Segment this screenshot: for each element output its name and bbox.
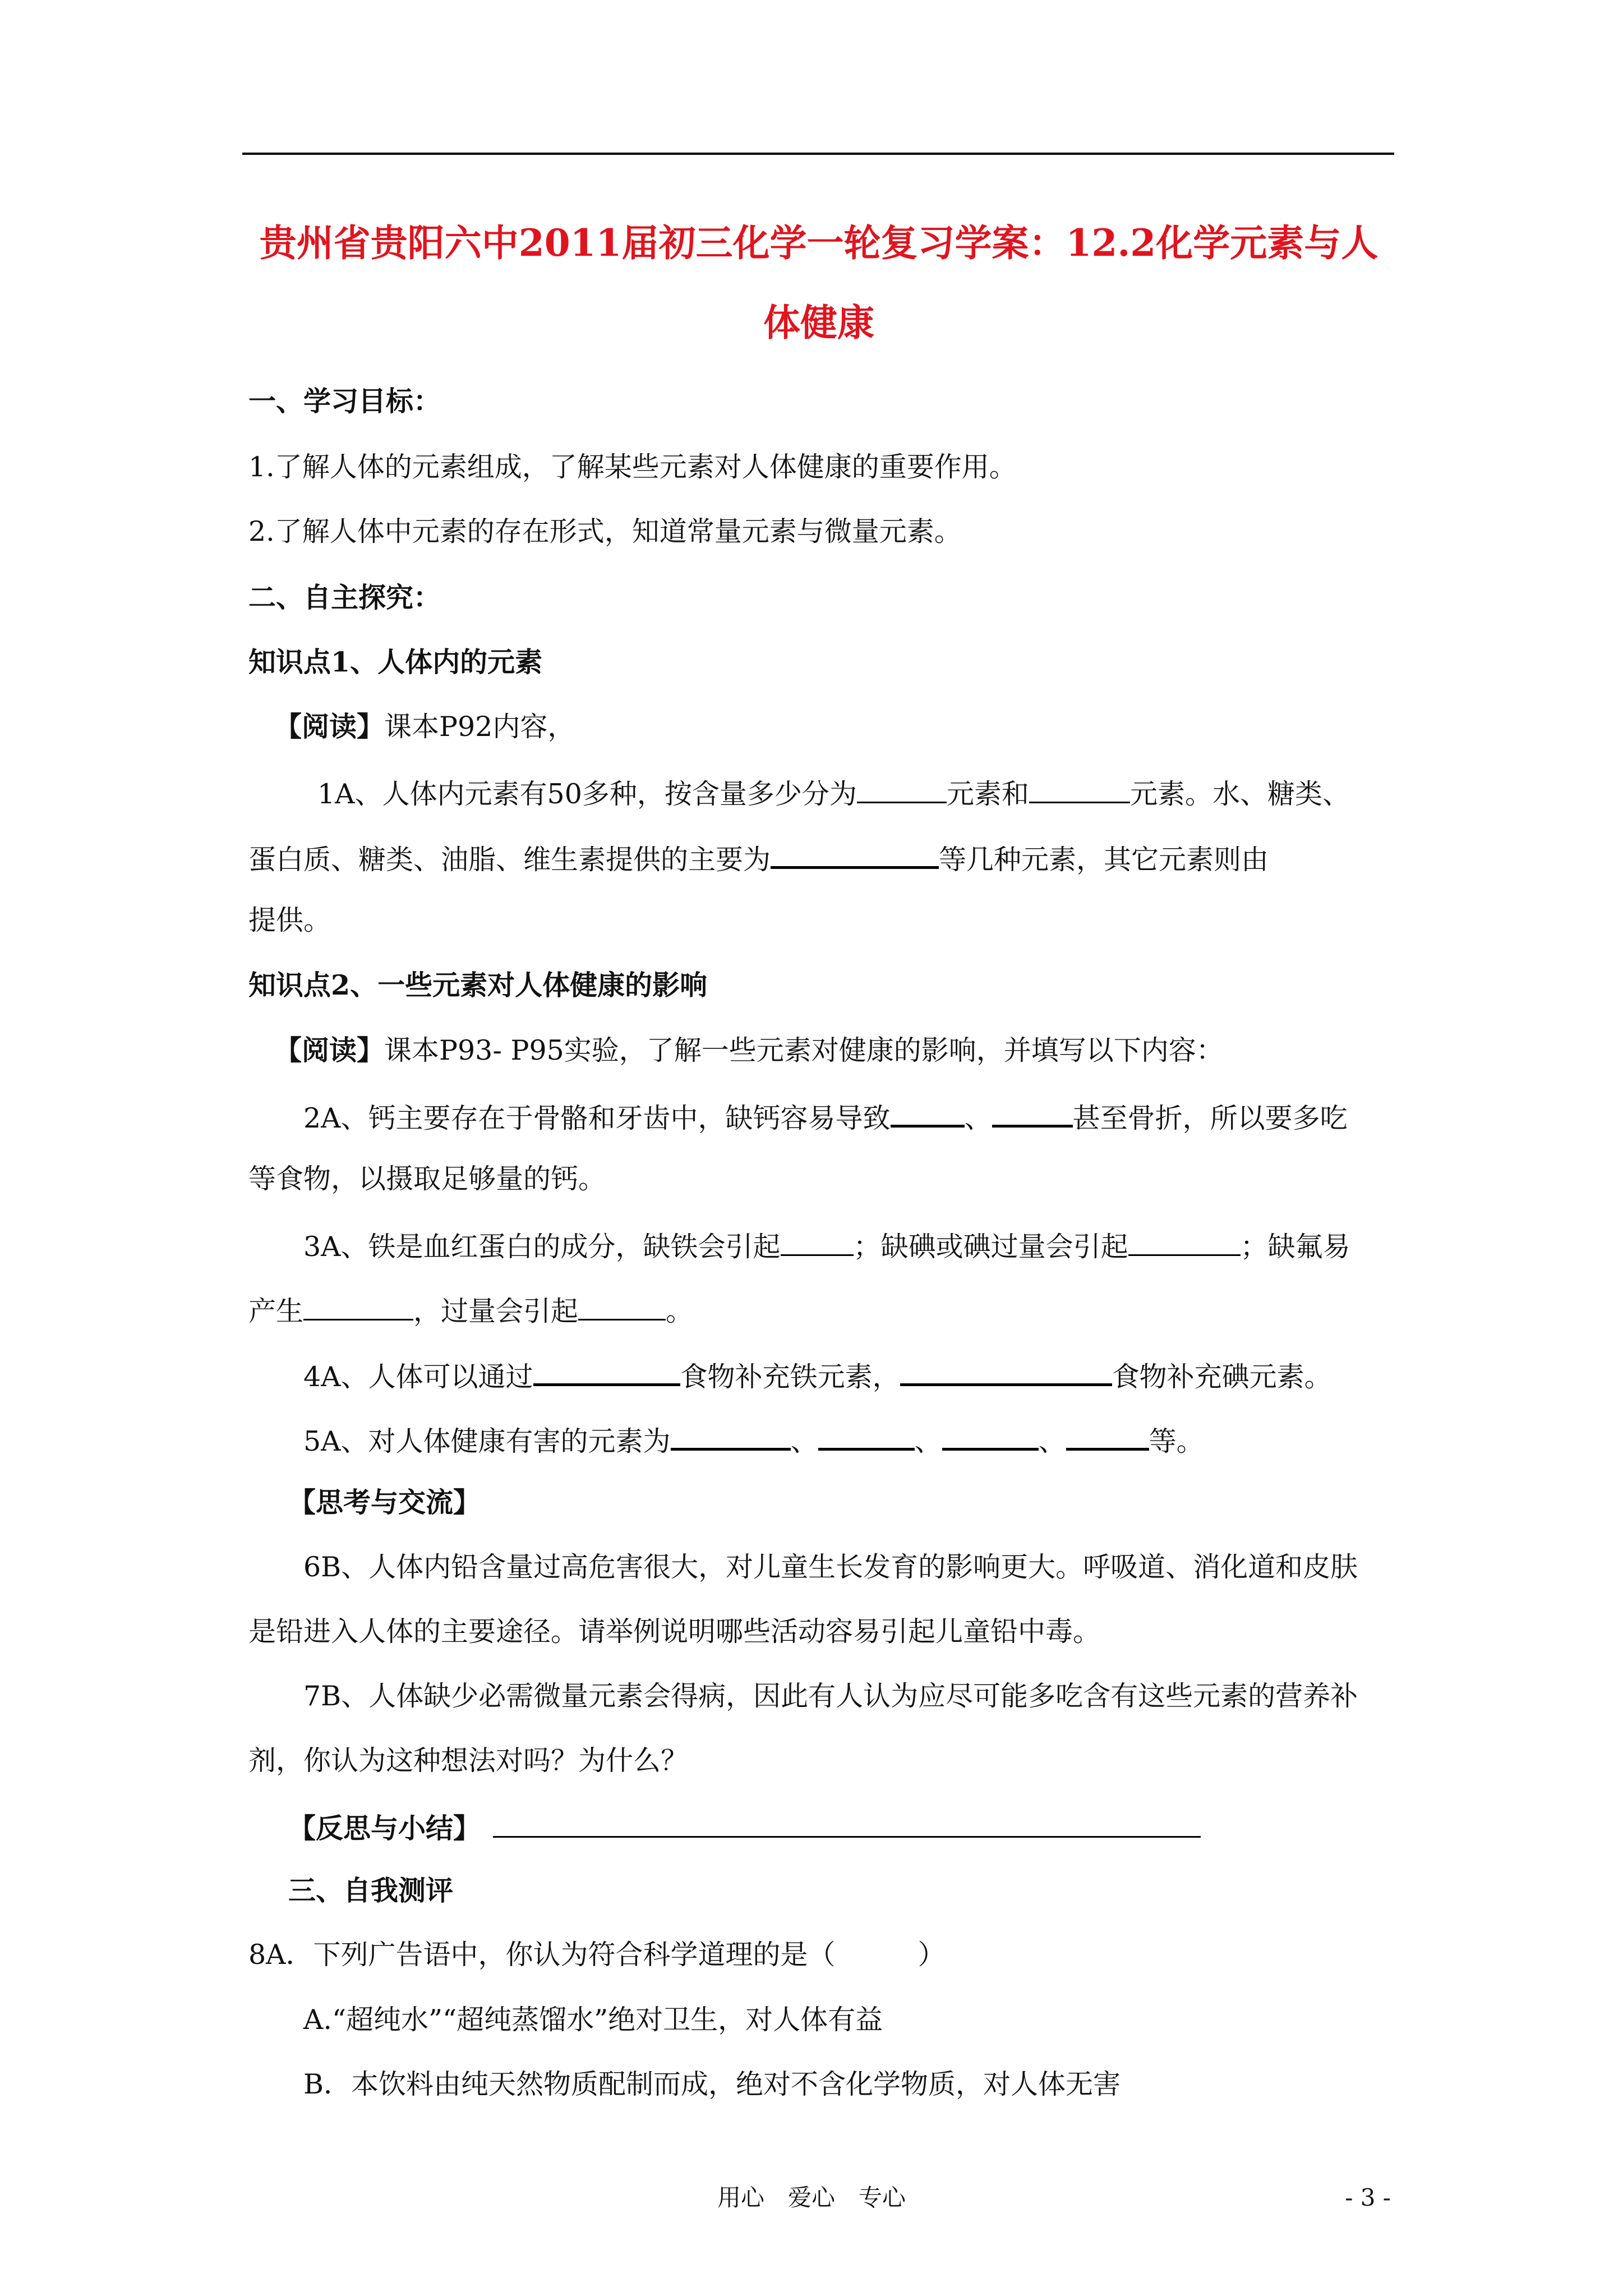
question-text: 食物补充铁元素， — [680, 1361, 900, 1393]
section-heading-explore: 二、自主探究： — [248, 581, 441, 614]
section-heading-goals: 一、学习目标： — [248, 385, 441, 417]
question-text: 、 — [964, 1102, 992, 1134]
reflection-line — [288, 1810, 1201, 1844]
section-heading-self-test: 三、自我测评 — [288, 1874, 454, 1907]
question-text: ，过量会引起 — [413, 1295, 579, 1327]
question-text: 元素。水、糖类、 — [1129, 778, 1350, 810]
footer-slogan: 用心 爱心 专心 — [717, 2184, 906, 2211]
answer-blank[interactable] — [942, 1422, 1039, 1451]
question-1a-line-3: 提供。 — [248, 904, 331, 936]
answer-blank[interactable] — [891, 1099, 965, 1128]
question-text: 甚至骨折，所以要多吃 — [1072, 1102, 1348, 1134]
goal-1: 1.了解人体的元素组成，了解某些元素对人体健康的重要作用。 — [248, 451, 1017, 483]
reading-tag: 【阅读】 — [274, 1034, 385, 1066]
page-title-line-1: 贵州省贵阳六中2011届初三化学一轮复习学案：12.2化学元素与人 — [259, 221, 1378, 265]
question-text: 5A、对人体健康有害的元素为 — [303, 1425, 671, 1457]
question-text: ；缺氟易 — [1240, 1231, 1350, 1263]
goal-2: 2.了解人体中元素的存在形式，知道常量元素与微量元素。 — [248, 516, 962, 547]
answer-blank[interactable] — [303, 1293, 413, 1320]
page-title-line-2: 体健康 — [763, 301, 874, 344]
question-2a-line-2: 等食物，以摄取足够量的钙。 — [248, 1163, 606, 1195]
answer-blank[interactable] — [1029, 776, 1130, 803]
answer-blank[interactable] — [781, 1228, 854, 1256]
answer-blank[interactable] — [533, 1358, 680, 1386]
knowledge-point-1-heading: 知识点1、人体内的元素 — [248, 646, 543, 678]
question-text: 2A、钙主要存在于骨骼和牙齿中，缺钙容易导致 — [303, 1102, 891, 1134]
question-text: 、 — [790, 1425, 818, 1457]
question-8a-option-a: A.“超纯水”“超纯蒸馏水”绝对卫生，对人体有益 — [303, 2004, 883, 2036]
reading-text: 课本P93- P95实验，了解一些元素对健康的影响，并填写以下内容： — [384, 1034, 1224, 1066]
question-text: 、 — [914, 1425, 942, 1457]
question-text: 产生 — [248, 1295, 304, 1327]
question-8a-stem: 8A．下列广告语中，你认为符合科学道理的是（ ） — [248, 1939, 946, 1971]
kp2-reading-line — [274, 1034, 1224, 1066]
question-text: 4A、人体可以通过 — [303, 1361, 533, 1393]
reading-text: 课本P92内容， — [384, 711, 575, 743]
question-8a-option-b: B．本饮料由纯天然物质配制而成，绝对不含化学物质，对人体无害 — [303, 2068, 1121, 2100]
answer-blank[interactable] — [857, 776, 947, 803]
answer-blank[interactable] — [671, 1422, 791, 1451]
header-rule — [242, 153, 1394, 155]
question-1a-line-1 — [317, 776, 1350, 810]
question-4a-line — [303, 1358, 1332, 1393]
kp1-reading-line — [274, 711, 575, 743]
reading-tag: 【阅读】 — [274, 710, 385, 743]
question-text: 。 — [666, 1295, 694, 1327]
question-text: ；缺碘或碘过量会引起 — [853, 1231, 1128, 1263]
question-5a-line — [303, 1422, 1204, 1457]
think-and-discuss-tag: 【思考与交流】 — [288, 1486, 481, 1519]
question-text: 、 — [1038, 1425, 1066, 1457]
question-text: 3A、铁是血红蛋白的成分，缺铁会引起 — [303, 1231, 781, 1263]
answer-blank[interactable] — [1066, 1422, 1149, 1451]
knowledge-point-2-heading: 知识点2、一些元素对人体健康的影响 — [248, 969, 708, 1001]
question-text: 1A、人体内元素有50多种，按含量多少分为 — [317, 778, 857, 810]
question-6b-line-1: 6B、人体内铅含量过高危害很大，对儿童生长发育的影响更大。呼吸道、消化道和皮肤 — [303, 1551, 1358, 1583]
question-text: 蛋白质、糖类、油脂、维生素提供的主要为 — [248, 844, 771, 876]
reflection-answer-blank[interactable] — [493, 1810, 1201, 1838]
reflection-tag: 【反思与小结】 — [288, 1812, 481, 1844]
question-3a-line-1 — [303, 1228, 1350, 1263]
answer-blank[interactable] — [992, 1099, 1073, 1128]
question-text: 元素和 — [946, 778, 1029, 810]
question-text: 等几种元素，其它元素则由 — [939, 844, 1269, 876]
answer-blank[interactable] — [1128, 1228, 1241, 1256]
question-2a-line-1 — [303, 1099, 1348, 1134]
answer-blank[interactable] — [900, 1358, 1112, 1386]
question-text: 食物补充碘元素。 — [1112, 1361, 1332, 1393]
answer-blank[interactable] — [578, 1293, 666, 1320]
question-1a-line-2 — [248, 840, 1269, 876]
question-6b-line-2: 是铅进入人体的主要途径。请举例说明哪些活动容易引起儿童铅中毒。 — [248, 1616, 1101, 1648]
question-7b-line-2: 剂，你认为这种想法对吗？为什么？ — [248, 1745, 689, 1777]
answer-blank[interactable] — [818, 1422, 915, 1451]
question-text: 等。 — [1149, 1425, 1204, 1457]
answer-blank[interactable] — [771, 840, 939, 869]
page-number: - 3 - — [1345, 2184, 1391, 2211]
question-3a-line-2 — [248, 1293, 693, 1327]
question-7b-line-1: 7B、人体缺少必需微量元素会得病，因此有人认为应尽可能多吃含有这些元素的营养补 — [303, 1680, 1358, 1712]
